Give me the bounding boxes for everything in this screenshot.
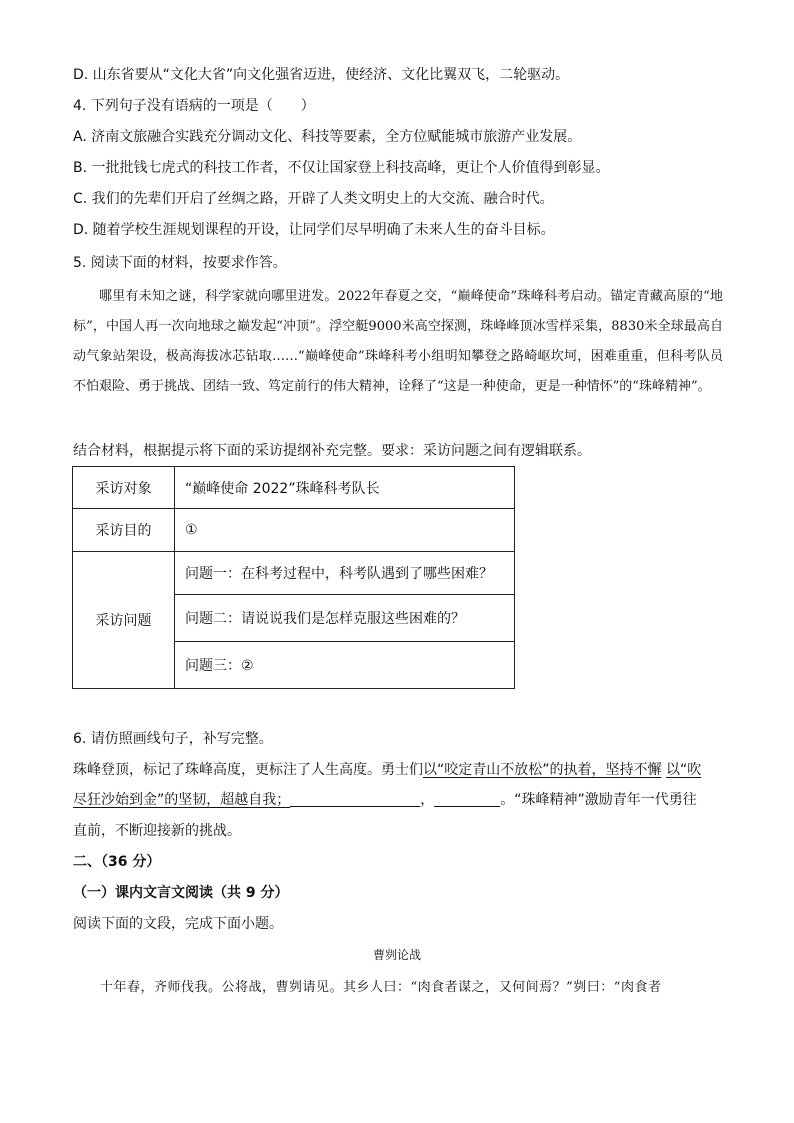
table-row (73, 509, 515, 552)
q6-line-1 (73, 760, 701, 780)
q6-line2-sep: ， (420, 792, 435, 808)
interview-purpose-label: 采访目的 (73, 509, 175, 552)
interview-questions-label: 采访问题 (73, 552, 175, 689)
table-row (73, 467, 515, 509)
q6-stem: 6. 请仿照画线句子，补写完整。 (73, 731, 273, 747)
q6-line-2 (73, 790, 697, 810)
classical-text-title: 曹刿论战 (372, 948, 421, 962)
q4-option-a: A. 济南文旅融合实践充分调动文化、科技等要素，全方位赋能城市旅游产业发展。 (73, 129, 582, 145)
q5-passage (73, 282, 723, 402)
q6-line-3: 直前，不断迎接新的挑战。 (73, 823, 241, 839)
q6-line1-pre: 珠峰登顶，标记了珠峰高度，更标注了人生高度。勇士们 (73, 762, 423, 778)
section2-heading: 二、（36 分） (73, 854, 161, 870)
q4-stem: 4. 下列句子没有语病的一项是（ ） (73, 98, 315, 114)
section2-sub-heading: （一）课内文言文阅读（共 9 分） (73, 885, 289, 901)
q6-answer-blank-2[interactable] (434, 792, 500, 807)
interview-outline-table (72, 466, 515, 689)
q4-option-d: D. 随着学校生涯规划课程的开设，让同学们尽早明确了未来人生的奋斗目标。 (73, 222, 555, 238)
q5-stem: 5. 阅读下面的材料，按要求作答。 (73, 255, 287, 271)
q5-instruction: 结合材料，根据提示将下面的采访提纲补充完整。要求：采访问题之间有逻辑联系。 (73, 443, 591, 459)
classical-text-line-1: 十年春，齐师伐我。公将战，曹刿请见。其乡人曰：“肉食者谋之，又何间焉？”刿曰：“肉食者 (100, 980, 662, 995)
interview-target-label: 采访对象 (73, 467, 175, 509)
q5-passage-text: 哪里有未知之谜，科学家就向哪里进发。2022年春夏之交，“巅峰使命”珠峰科考启动。锚定青藏高原的“地标”，中国人再一次向地球之巅发起“冲顶”。浮空艇9000米高空探测，珠峰峰顶冰雪样采集，8830米全球最高自动气象站架设，极高海拔冰芯钻取……“巅峰使命”珠峰科考小组明知攀登之路崎岖坎坷，困难重重，但科考队员不怕艰险、勇于挑战、团结一致、笃定前行的伟大精神，诠释了“这是一种使命，更是一种情怀”的“珠峰精神”。 (73, 289, 723, 394)
q6-line2-post: 。“珠峰精神”激励青年一代勇往 (500, 792, 697, 808)
q6-underlined-phrase-2: 以“吹 (665, 762, 702, 778)
q6-underlined-phrase-3: 尽狂沙始到金”的坚韧，超越自我； (73, 792, 291, 808)
interview-question-1: 问题一：在科考过程中，科考队遇到了哪些困难？ (175, 552, 515, 595)
q4-option-c: C. 我们的先辈们开启了丝绸之路，开辟了人类文明史上的大交流、融合时代。 (73, 191, 554, 207)
table-row (73, 552, 515, 595)
q3-option-d: D. 山东省要从“文化大省”向文化强省迈进，使经济、文化比翼双飞，二轮驱动。 (73, 67, 570, 83)
interview-question-2: 问题二：请说说我们是怎样克服这些困难的？ (175, 595, 515, 642)
q6-underlined-phrase-1: 以“咬定青山不放松”的执着，坚持不懈 (423, 762, 662, 778)
q4-option-b: B. 一批批钱七虎式的科技工作者，不仅让国家登上科技高峰，更让个人价值得到彰显。 (73, 160, 610, 176)
section2-instruction: 阅读下面的文段，完成下面小题。 (73, 916, 283, 932)
interview-question-3: 问题三：② (175, 642, 515, 689)
interview-target-value: “巅峰使命 2022”珠峰科考队长 (175, 467, 515, 509)
q6-answer-blank-1[interactable] (290, 792, 420, 807)
interview-purpose-value: ① (175, 509, 515, 552)
